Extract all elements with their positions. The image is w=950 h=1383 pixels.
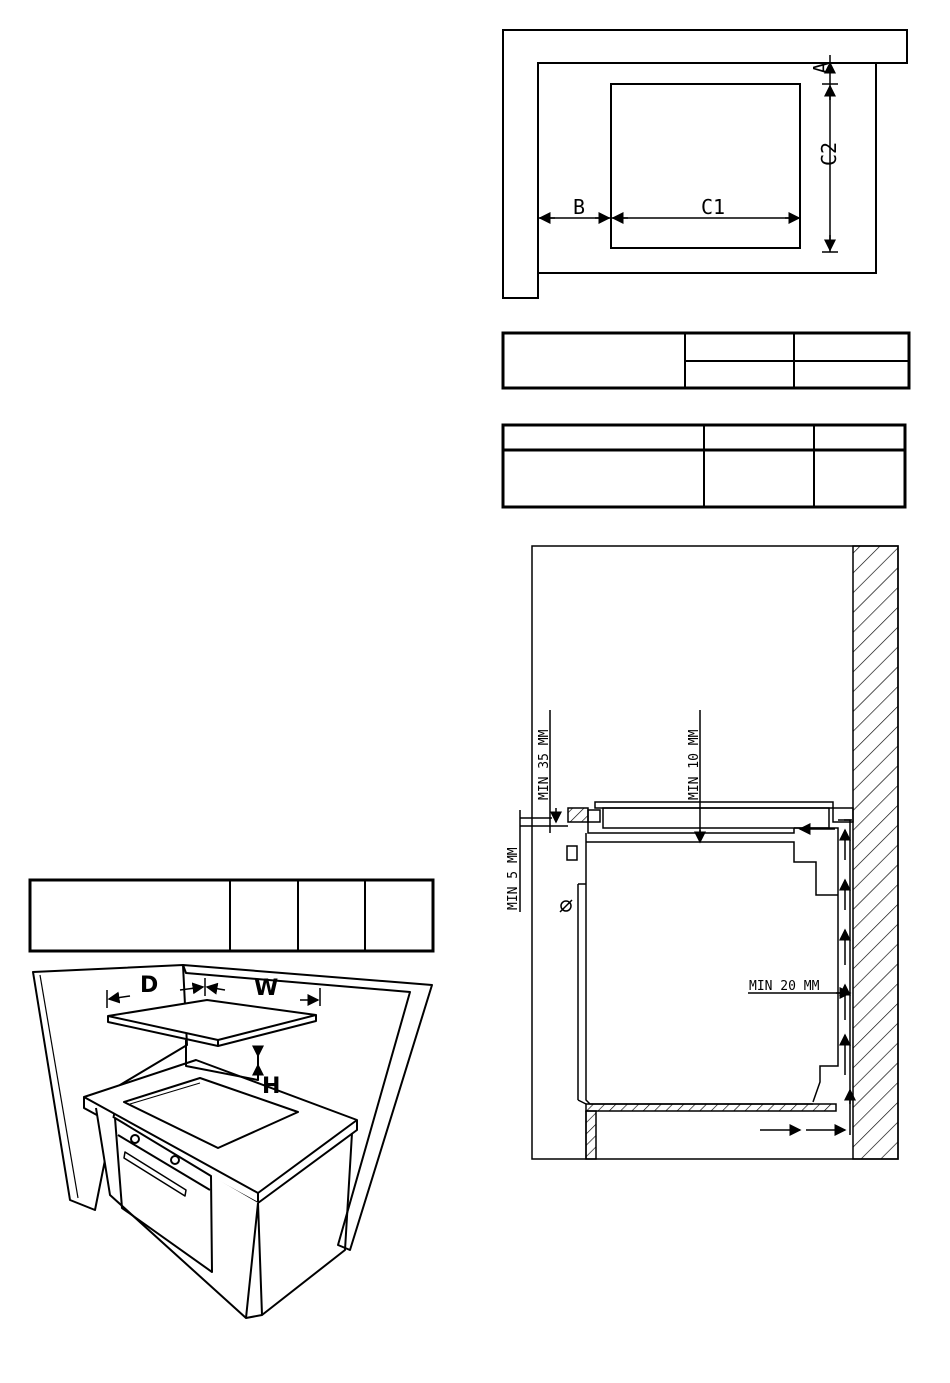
dimension-table-3 [30,880,433,951]
worktop-outline [503,30,907,298]
cutout-rect [611,84,800,248]
label-d: D [140,973,159,998]
label-c1: C1 [701,195,726,219]
label-min-5-mm: MIN 5 MM [506,847,521,910]
label-c2: C2 [817,141,841,166]
label-min-10-mm: MIN 10 MM [687,729,702,800]
label-a: A [809,61,833,74]
label-min-20-mm: MIN 20 MM [749,979,820,994]
hob-body [603,808,829,828]
label-min-35-mm: MIN 35 MM [537,729,552,800]
cross-section [520,546,898,1159]
shelf [586,1104,836,1111]
label-h: H [262,1074,281,1099]
hatched-wall [853,546,898,1159]
worktop-inner [538,63,876,273]
hob-glass [595,802,833,808]
label-b: B [573,195,586,219]
dimension-table-1 [503,333,909,388]
dimension-table-2 [503,425,905,507]
cutout-diagram [503,30,907,298]
label-w: W [254,976,279,1001]
worktop-section-left [568,808,588,822]
iso-diagram [33,965,432,1318]
oven-body [586,842,813,1104]
